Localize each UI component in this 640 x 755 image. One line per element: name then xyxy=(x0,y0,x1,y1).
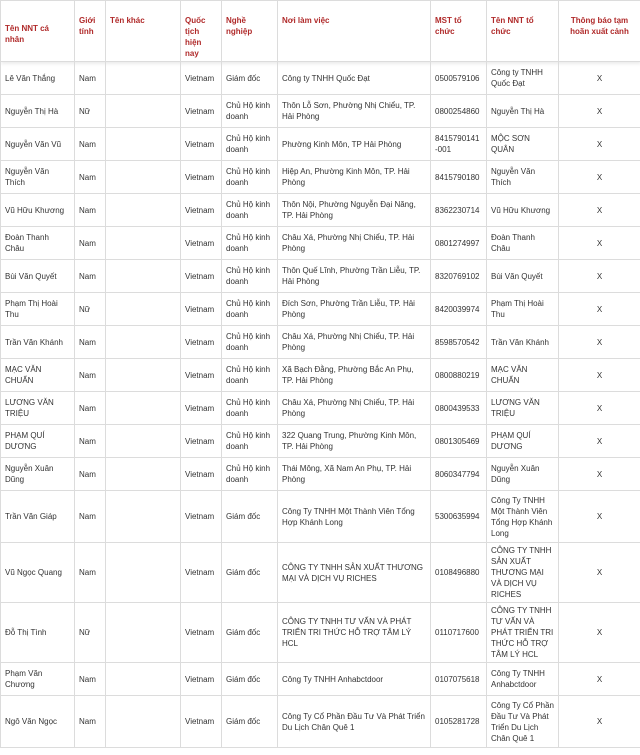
header-mst: MST tổ chức xyxy=(431,1,487,62)
cell-gender: Nam xyxy=(75,359,106,392)
cell-workplace: Công Ty Cổ Phần Đầu Tư Và Phát Triển Du Lịch Chân Quê 1 xyxy=(278,696,431,748)
cell-workplace: Thái Mông, Xã Nam An Phụ, TP. Hải Phòng xyxy=(278,458,431,491)
cell-other-name xyxy=(106,62,181,95)
cell-organization: CÔNG TY TNHH SẢN XUẤT THƯƠNG MẠI VÀ DỊCH VỤ RICHES xyxy=(487,543,559,603)
cell-occupation: Chủ Hộ kinh doanh xyxy=(222,194,278,227)
cell-occupation: Chủ Hộ kinh doanh xyxy=(222,326,278,359)
table-row xyxy=(1,194,640,227)
cell-tax-code: 8320769102 xyxy=(431,260,487,293)
cell-tax-code: 0500579106 xyxy=(431,62,487,95)
cell-tax-code: 8598570542 xyxy=(431,326,487,359)
cell-occupation: Giám đốc xyxy=(222,491,278,543)
cell-tax-code: 8415790180 xyxy=(431,161,487,194)
table-row xyxy=(1,260,640,293)
cell-notice: X xyxy=(559,227,640,260)
cell-nationality: Vietnam xyxy=(181,491,222,543)
cell-name: Ngô Văn Ngọc xyxy=(1,696,75,748)
table-row xyxy=(1,603,640,663)
table-body xyxy=(1,62,640,748)
cell-gender: Nam xyxy=(75,161,106,194)
cell-organization: Công Ty Cổ Phần Đầu Tư Và Phát Triển Du Lịch Chân Quê 1 xyxy=(487,696,559,748)
cell-notice: X xyxy=(559,326,640,359)
cell-tax-code: 0801274997 xyxy=(431,227,487,260)
cell-name: Phạm Thị Hoài Thu xyxy=(1,293,75,326)
cell-name: Vũ Hữu Khương xyxy=(1,194,75,227)
cell-organization: MỘC SƠN QUÂN xyxy=(487,128,559,161)
header-gioi-tinh: Giới tính xyxy=(75,1,106,62)
header-ten-nnt: Tên NNT cá nhân xyxy=(1,1,75,62)
cell-nationality: Vietnam xyxy=(181,458,222,491)
cell-nationality: Vietnam xyxy=(181,663,222,696)
cell-nationality: Vietnam xyxy=(181,161,222,194)
cell-workplace: Phường Kinh Môn, TP Hải Phòng xyxy=(278,128,431,161)
header-nghe-nghiep: Nghề nghiệp xyxy=(222,1,278,62)
cell-workplace: Công ty TNHH Quốc Đạt xyxy=(278,62,431,95)
cell-workplace: CÔNG TY TNHH SẢN XUẤT THƯƠNG MẠI VÀ DỊCH VỤ RICHES xyxy=(278,543,431,603)
cell-notice: X xyxy=(559,260,640,293)
cell-gender: Nam xyxy=(75,194,106,227)
cell-name: LƯƠNG VĂN TRIỆU xyxy=(1,392,75,425)
cell-gender: Nữ xyxy=(75,95,106,128)
cell-other-name xyxy=(106,194,181,227)
cell-workplace: 322 Quang Trung, Phường Kinh Môn, TP. Hải Phòng xyxy=(278,425,431,458)
cell-organization: Công Ty TNHH Một Thành Viên Tổng Hợp Khánh Long xyxy=(487,491,559,543)
cell-notice: X xyxy=(559,663,640,696)
cell-notice: X xyxy=(559,95,640,128)
cell-other-name xyxy=(106,128,181,161)
cell-occupation: Chủ Hộ kinh doanh xyxy=(222,95,278,128)
cell-gender: Nam xyxy=(75,62,106,95)
header-ten-khac: Tên khác xyxy=(106,1,181,62)
cell-other-name xyxy=(106,458,181,491)
cell-gender: Nam xyxy=(75,425,106,458)
cell-organization: Công Ty TNHH Anhabctdoor xyxy=(487,663,559,696)
header-thong-bao: Thông báo tạm hoãn xuất cảnh xyxy=(559,1,640,62)
cell-gender: Nam xyxy=(75,543,106,603)
cell-organization: Nguyễn Thị Hà xyxy=(487,95,559,128)
cell-notice: X xyxy=(559,603,640,663)
cell-notice: X xyxy=(559,491,640,543)
header-row xyxy=(1,1,640,62)
cell-other-name xyxy=(106,543,181,603)
cell-organization: LƯƠNG VĂN TRIỆU xyxy=(487,392,559,425)
cell-name: Phạm Văn Chương xyxy=(1,663,75,696)
cell-other-name xyxy=(106,696,181,748)
cell-tax-code: 0108496880 xyxy=(431,543,487,603)
cell-workplace: Xã Bạch Đằng, Phường Bắc An Phụ, TP. Hải Phòng xyxy=(278,359,431,392)
cell-notice: X xyxy=(559,543,640,603)
table-row xyxy=(1,62,640,95)
cell-nationality: Vietnam xyxy=(181,260,222,293)
cell-workplace: Công Ty TNHH Anhabctdoor xyxy=(278,663,431,696)
cell-other-name xyxy=(106,663,181,696)
cell-other-name xyxy=(106,326,181,359)
cell-tax-code: 8060347794 xyxy=(431,458,487,491)
cell-tax-code: 0800254860 xyxy=(431,95,487,128)
cell-nationality: Vietnam xyxy=(181,326,222,359)
cell-gender: Nam xyxy=(75,260,106,293)
cell-tax-code: 8420039974 xyxy=(431,293,487,326)
cell-name: Nguyễn Văn Thích xyxy=(1,161,75,194)
cell-tax-code: 8362230714 xyxy=(431,194,487,227)
cell-name: Nguyễn Xuân Dũng xyxy=(1,458,75,491)
cell-other-name xyxy=(106,95,181,128)
cell-tax-code: 8415790141-001 xyxy=(431,128,487,161)
cell-occupation: Chủ Hộ kinh doanh xyxy=(222,227,278,260)
table-row xyxy=(1,128,640,161)
cell-gender: Nam xyxy=(75,491,106,543)
table-header xyxy=(1,1,640,62)
table-row xyxy=(1,326,640,359)
cell-organization: Nguyễn Xuân Dũng xyxy=(487,458,559,491)
cell-workplace: Thôn Nội, Phường Nguyễn Đại Năng, TP. Hải Phòng xyxy=(278,194,431,227)
cell-name: Lê Văn Thắng xyxy=(1,62,75,95)
header-quoc-tich: Quốc tịch hiện nay xyxy=(181,1,222,62)
table-row xyxy=(1,95,640,128)
cell-occupation: Giám đốc xyxy=(222,696,278,748)
header-noi-lam-viec: Nơi làm việc xyxy=(278,1,431,62)
cell-name: Trần Văn Giáp xyxy=(1,491,75,543)
cell-name: PHẠM QUÍ DƯƠNG xyxy=(1,425,75,458)
cell-other-name xyxy=(106,491,181,543)
cell-tax-code: 5300635994 xyxy=(431,491,487,543)
cell-workplace: Châu Xá, Phường Nhị Chiểu, TP. Hải Phòng xyxy=(278,227,431,260)
cell-occupation: Chủ Hộ kinh doanh xyxy=(222,392,278,425)
cell-name: Đỗ Thị Tình xyxy=(1,603,75,663)
cell-other-name xyxy=(106,425,181,458)
cell-notice: X xyxy=(559,392,640,425)
cell-workplace: Châu Xá, Phường Nhị Chiểu, TP. Hải Phòng xyxy=(278,326,431,359)
cell-nationality: Vietnam xyxy=(181,194,222,227)
cell-occupation: Giám đốc xyxy=(222,62,278,95)
cell-tax-code: 0110717600 xyxy=(431,603,487,663)
cell-occupation: Giám đốc xyxy=(222,603,278,663)
cell-workplace: Hiệp An, Phường Kinh Môn, TP. Hải Phòng xyxy=(278,161,431,194)
cell-workplace: Châu Xá, Phường Nhị Chiểu, TP. Hải Phòng xyxy=(278,392,431,425)
cell-other-name xyxy=(106,603,181,663)
cell-gender: Nữ xyxy=(75,603,106,663)
cell-other-name xyxy=(106,392,181,425)
cell-notice: X xyxy=(559,359,640,392)
header-ten-to-chuc: Tên NNT tổ chức xyxy=(487,1,559,62)
cell-gender: Nữ xyxy=(75,293,106,326)
cell-gender: Nam xyxy=(75,227,106,260)
cell-workplace: Thôn Lỗ Sơn, Phường Nhị Chiểu, TP. Hải Phòng xyxy=(278,95,431,128)
cell-name: Nguyễn Văn Vũ xyxy=(1,128,75,161)
cell-occupation: Chủ Hộ kinh doanh xyxy=(222,359,278,392)
cell-name: Bùi Văn Quyết xyxy=(1,260,75,293)
cell-tax-code: 0105281728 xyxy=(431,696,487,748)
cell-occupation: Chủ Hộ kinh doanh xyxy=(222,128,278,161)
cell-tax-code: 0800880219 xyxy=(431,359,487,392)
table-row xyxy=(1,663,640,696)
cell-gender: Nam xyxy=(75,696,106,748)
cell-other-name xyxy=(106,161,181,194)
cell-nationality: Vietnam xyxy=(181,95,222,128)
cell-nationality: Vietnam xyxy=(181,603,222,663)
cell-nationality: Vietnam xyxy=(181,425,222,458)
cell-gender: Nam xyxy=(75,458,106,491)
cell-tax-code: 0800439533 xyxy=(431,392,487,425)
cell-workplace: CÔNG TY TNHH TƯ VẤN VÀ PHÁT TRIỂN TRI THỨC HỖ TRỢ TÂM LÝ HCL xyxy=(278,603,431,663)
table-row xyxy=(1,359,640,392)
table-row xyxy=(1,458,640,491)
cell-name: Vũ Ngọc Quang xyxy=(1,543,75,603)
cell-nationality: Vietnam xyxy=(181,128,222,161)
cell-nationality: Vietnam xyxy=(181,696,222,748)
cell-other-name xyxy=(106,359,181,392)
cell-organization: Phạm Thị Hoài Thu xyxy=(487,293,559,326)
cell-organization: Trần Văn Khánh xyxy=(487,326,559,359)
cell-nationality: Vietnam xyxy=(181,227,222,260)
cell-gender: Nam xyxy=(75,326,106,359)
table-row xyxy=(1,543,640,603)
cell-workplace: Thôn Quế Lĩnh, Phường Trần Liễu, TP. Hải Phòng xyxy=(278,260,431,293)
cell-organization: CÔNG TY TNHH TƯ VẤN VÀ PHÁT TRIỂN TRI THỨC HỖ TRỢ TÂM LÝ HCL xyxy=(487,603,559,663)
cell-notice: X xyxy=(559,62,640,95)
table-row xyxy=(1,227,640,260)
cell-notice: X xyxy=(559,128,640,161)
cell-name: MẠC VĂN CHUẨN xyxy=(1,359,75,392)
cell-occupation: Chủ Hộ kinh doanh xyxy=(222,425,278,458)
cell-organization: Nguyễn Văn Thích xyxy=(487,161,559,194)
cell-organization: Công ty TNHH Quốc Đạt xyxy=(487,62,559,95)
cell-organization: MẠC VĂN CHUẨN xyxy=(487,359,559,392)
table-row xyxy=(1,392,640,425)
table-row xyxy=(1,425,640,458)
cell-other-name xyxy=(106,227,181,260)
cell-notice: X xyxy=(559,425,640,458)
cell-gender: Nam xyxy=(75,663,106,696)
cell-name: Đoàn Thanh Châu xyxy=(1,227,75,260)
cell-notice: X xyxy=(559,696,640,748)
cell-nationality: Vietnam xyxy=(181,359,222,392)
cell-notice: X xyxy=(559,161,640,194)
cell-occupation: Chủ Hộ kinh doanh xyxy=(222,458,278,491)
cell-nationality: Vietnam xyxy=(181,293,222,326)
cell-notice: X xyxy=(559,194,640,227)
cell-gender: Nam xyxy=(75,128,106,161)
cell-nationality: Vietnam xyxy=(181,62,222,95)
cell-other-name xyxy=(106,260,181,293)
cell-occupation: Chủ Hộ kinh doanh xyxy=(222,260,278,293)
cell-notice: X xyxy=(559,293,640,326)
cell-name: Trần Văn Khánh xyxy=(1,326,75,359)
cell-nationality: Vietnam xyxy=(181,543,222,603)
cell-other-name xyxy=(106,293,181,326)
cell-organization: Bùi Văn Quyết xyxy=(487,260,559,293)
cell-name: Nguyễn Thị Hà xyxy=(1,95,75,128)
cell-organization: Đoàn Thanh Châu xyxy=(487,227,559,260)
cell-workplace: Đích Sơn, Phường Trần Liễu, TP. Hải Phòng xyxy=(278,293,431,326)
cell-occupation: Giám đốc xyxy=(222,543,278,603)
cell-organization: PHẠM QUÍ DƯƠNG xyxy=(487,425,559,458)
cell-occupation: Chủ Hộ kinh doanh xyxy=(222,161,278,194)
table-row xyxy=(1,293,640,326)
table-row xyxy=(1,491,640,543)
cell-organization: Vũ Hữu Khương xyxy=(487,194,559,227)
cell-workplace: Công Ty TNHH Một Thành Viên Tổng Hợp Khánh Long xyxy=(278,491,431,543)
cell-nationality: Vietnam xyxy=(181,392,222,425)
cell-occupation: Giám đốc xyxy=(222,663,278,696)
cell-gender: Nam xyxy=(75,392,106,425)
cell-tax-code: 0801305469 xyxy=(431,425,487,458)
table-row xyxy=(1,161,640,194)
cell-notice: X xyxy=(559,458,640,491)
cell-tax-code: 0107075618 xyxy=(431,663,487,696)
table-row xyxy=(1,696,640,748)
cell-occupation: Chủ Hộ kinh doanh xyxy=(222,293,278,326)
